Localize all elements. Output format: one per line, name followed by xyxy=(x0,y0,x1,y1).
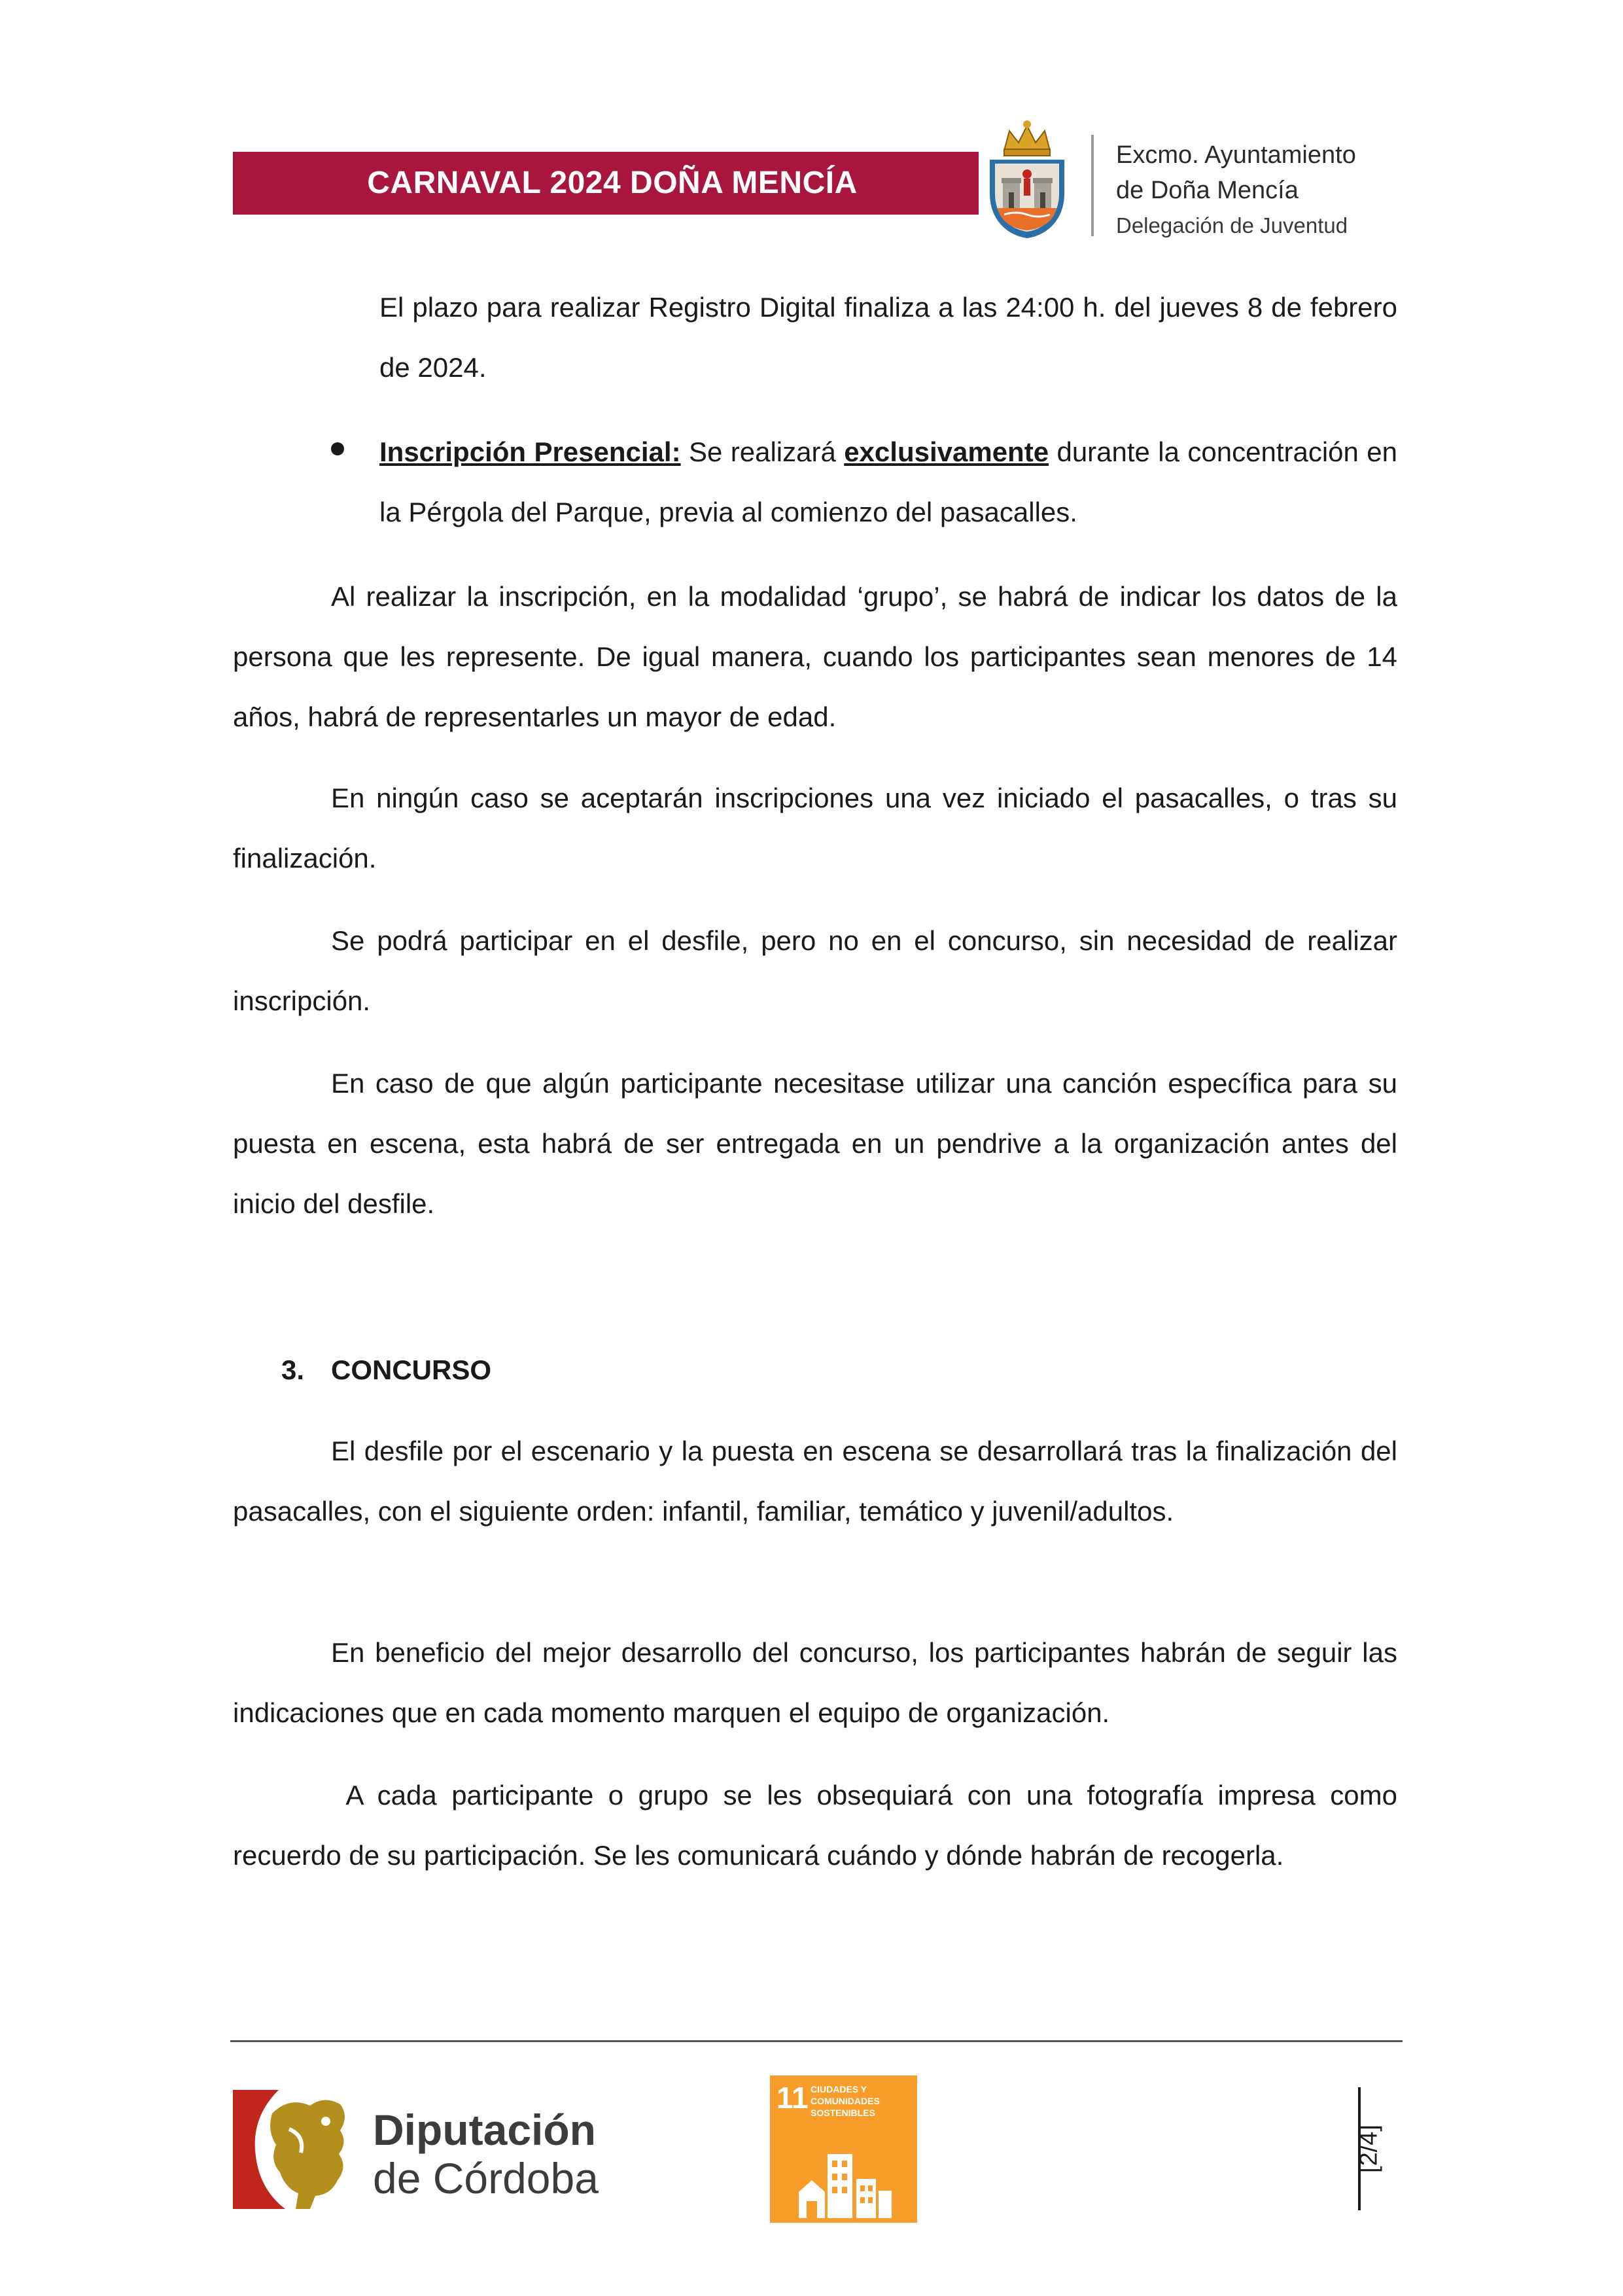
paragraph-representation: Al realizar la inscripción, en la modalidad ‘grupo’, se habrá de indicar los datos de la persona que les represente. De igual manera, cuando los participantes sean menores de 14 años, habrá de representarles un mayor de edad. xyxy=(233,581,1397,732)
page-number: [2/4] xyxy=(1355,2125,1383,2173)
section-title: CONCURSO xyxy=(331,1354,492,1385)
sdg-number: 11 xyxy=(777,2081,809,2115)
section-number: 3. xyxy=(281,1354,305,1385)
paragraph-participation: Se podrá participar en el desfile, pero no en el concurso, sin necesidad de realizar inscripción. xyxy=(233,925,1397,1016)
bullet-dot xyxy=(331,442,344,455)
deadline-paragraph: El plazo para realizar Registro Digital finaliza a las 24:00 h. del jueves 8 de febrero de 2024. xyxy=(379,292,1397,383)
diputacion-name xyxy=(373,2106,599,2202)
header-banner xyxy=(233,152,979,215)
paragraph-no-late-registration: En ningún caso se aceptarán inscripciones una vez iniciado el pasacalles, o tras su finalización. xyxy=(233,783,1397,874)
bullet-item-presencial xyxy=(379,422,1397,542)
bullet-text-a: Se realizará xyxy=(680,436,845,467)
footer-divider xyxy=(230,2040,1403,2042)
diputacion-lion-logo-icon xyxy=(233,2090,357,2209)
org-name-line1: Excmo. Ayuntamiento xyxy=(1116,141,1356,169)
paragraph-contest-order: El desfile por el escenario y la puesta en escena se desarrollará tras la finalización del pasacalles, con el siguiente orden: infantil, familiar, temático y juvenil/adultos. xyxy=(233,1436,1397,1527)
paragraph-instructions: En beneficio del mejor desarrollo del concurso, los participantes habrán de seguir las indicaciones que en cada momento marquen el equipo de organización. xyxy=(233,1637,1397,1728)
bullet-text-b: durante la concentración en la Pérgola del Parque, previa al comienzo del pasacalles. xyxy=(379,436,1397,527)
sdg-11-badge xyxy=(770,2075,917,2223)
paragraph-music: En caso de que algún participante necesitase utilizar una canción específica para su puesta en escena, esta habrá de ser entregada en un pendrive a la organización antes del inicio del desfile. xyxy=(233,1068,1397,1219)
bullet-emphasis: exclusivamente xyxy=(844,436,1049,467)
paragraph-photo-gift: A cada participante o grupo se les obsequiará con una fotografía impresa como recuerdo de su participación. Se les comunicará cuándo y dónde habrán de recogerla. xyxy=(233,1780,1405,1871)
sdg-label: CIUDADES Y COMUNIDADES SOSTENIBLES xyxy=(811,2084,880,2118)
banner-title: CARNAVAL 2024 DOÑA MENCÍA xyxy=(367,166,858,200)
header-divider xyxy=(1091,135,1094,236)
city-buildings-icon xyxy=(796,2141,894,2218)
bullet-label: Inscripción Presencial: xyxy=(379,436,681,467)
coat-of-arms-crest-icon xyxy=(978,116,1076,241)
diputacion-line2: de Córdoba xyxy=(373,2154,599,2202)
org-department: Delegación de Juventud xyxy=(1116,213,1348,238)
section-heading xyxy=(281,1340,491,1400)
header-organization xyxy=(1116,137,1482,243)
diputacion-line1: Diputación xyxy=(373,2106,596,2154)
org-name-line2: de Doña Mencía xyxy=(1116,177,1299,204)
